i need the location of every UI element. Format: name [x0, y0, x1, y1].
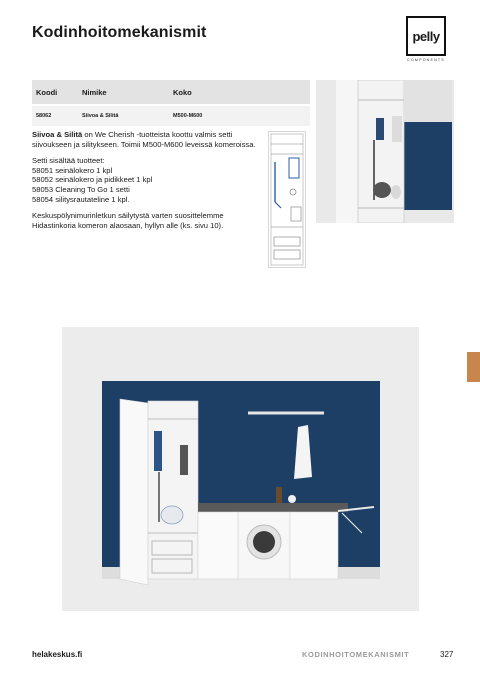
table-row	[32, 104, 310, 126]
list-item: 58054 silitysrautateline 1 kpl.	[32, 194, 130, 204]
product-table	[32, 80, 310, 126]
intro-paragraph	[32, 130, 262, 149]
intro-text: on We Cherish -tuotteista koottu valmis setti siivoukseen ja silitykseen. Toimii M500-M600 leveissä komeroissa.	[32, 130, 256, 149]
storage-note: Keskuspölynimurinletkun säilytystä varten suosittelemme Hidastinkoria komeron alaosaan, hyllyn alle (ks. sivu 10).	[32, 211, 224, 230]
logo-text: pelly	[412, 28, 440, 44]
set-heading: Setti sisältää tuotteet:	[32, 156, 105, 166]
logo-subtitle: COMPONENTS	[407, 58, 445, 62]
column-header-size: Koko	[173, 87, 192, 97]
cell-name: Siivoa & Silitä	[82, 113, 119, 119]
list-item: 58053 Cleaning To Go 1 setti	[32, 184, 130, 194]
footer-site: helakeskus.fi	[32, 650, 83, 659]
footer-section: KODINHOITOMEKANISMIT	[302, 650, 410, 659]
cabinet-photo-closeup	[316, 80, 454, 223]
page-title: Kodinhoitomekanismit	[32, 24, 207, 41]
laundry-room-photo	[62, 327, 419, 611]
product-name: Siivoa & Silitä	[32, 130, 83, 139]
cell-code: 58062	[36, 113, 52, 119]
product-description	[32, 130, 262, 237]
page-number: 327	[440, 650, 454, 659]
section-tab-marker	[467, 352, 480, 382]
table-header	[32, 80, 310, 104]
list-item: 58052 seinälokero ja pidikkeet 1 kpl	[32, 175, 153, 185]
cabinet-line-drawing	[268, 131, 306, 268]
cell-size: M500-M600	[173, 113, 203, 119]
column-header-name: Nimike	[82, 87, 107, 97]
set-contents	[32, 156, 262, 204]
pelly-logo	[406, 16, 446, 56]
column-header-code: Koodi	[36, 87, 58, 97]
list-item: 58051 seinälokero 1 kpl	[32, 165, 113, 175]
